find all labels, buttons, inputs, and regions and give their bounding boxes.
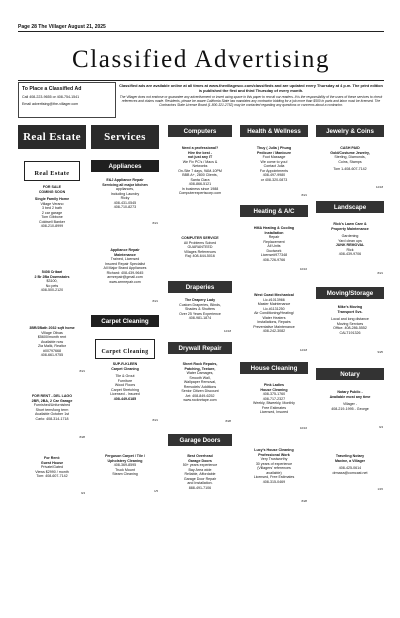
ad-line: Maintenance bbox=[114, 252, 136, 257]
ad-line: Licensed, Insured bbox=[259, 410, 289, 414]
ad-line: Foot Massage bbox=[262, 155, 286, 159]
ad-line: FOR SALE bbox=[42, 185, 62, 189]
ad-line: All Units bbox=[267, 244, 281, 248]
section-real-estate: Real Estate bbox=[18, 125, 86, 149]
ad-line: 408-449-6185 bbox=[113, 396, 137, 401]
ad-line: Ferguson Carpet / Tile / bbox=[105, 454, 145, 458]
ad-re4: FOR RENT - DEL LAGO 2BR, 2BA, 2 Car Garage Furnished/Unfurnished Short term/long term Available October 1st Carlo: 408-314-1718 8/28 bbox=[18, 394, 86, 440]
ad-line: Rick bbox=[346, 247, 354, 252]
ad-line: $3100, bbox=[46, 279, 58, 283]
ad-line: Carpet Stretching bbox=[111, 387, 139, 392]
ad-line: For Rent: bbox=[44, 456, 60, 460]
cc-label: Carpet Cleaning bbox=[101, 349, 149, 355]
section-garage-doors: Garage Doors bbox=[168, 434, 232, 446]
ad-line: 2 car garage bbox=[41, 210, 63, 215]
ad-line: We come to you! bbox=[260, 159, 288, 164]
ad-line: COMPUTER SERVICE bbox=[181, 236, 219, 240]
ad-co1 bbox=[168, 146, 232, 224]
ad-line: Santa Clara bbox=[190, 177, 210, 182]
ad-line: Villages References bbox=[184, 249, 216, 254]
ad-line: Over 25 Years Experience bbox=[179, 311, 221, 316]
ad-line: Truck Mount bbox=[115, 467, 135, 472]
intro-online-note: Classified ads are available online at all times at www.thevillagescc.com/classifieds and are updated every Thursday at 4 p.m. The print edition is published the first and third Thursday of every month. bbox=[119, 83, 383, 93]
ad-line: www.armrepair.com bbox=[109, 279, 141, 284]
header-rule bbox=[18, 31, 384, 32]
intro-disclaimer: The Villager does not endorse or guarantee any advertisement or insert using space in this paper to recruit our readers. It is the responsibility of the users of these services to check references and claims made. Residents, please be aware California State law mandates any contractor bidding for a job more than $500 in parts and labor must be licensed. The Contractors State License Board (1-800-321-2752) may be contacted regarding any questions or concerns about a contractor. bbox=[119, 94, 383, 107]
ad-ha1: HMA Heating & Cooling Installation Repair Replacement All Units Ductwork License#977348 408-726-9766 10/16 bbox=[240, 226, 308, 272]
ad-line: Ductwork bbox=[266, 248, 282, 253]
ad-line: Tile & Grout bbox=[115, 374, 135, 378]
ad-mv1: Mike's Moving Transport Svs. Local and long distance Moving Services Office. 408-286-5552 CALT191326 9/25 bbox=[316, 305, 384, 355]
ad-line: 3BR/2Bath 2032 sqft home bbox=[29, 326, 75, 330]
ad-line: Available most any time bbox=[329, 394, 371, 399]
section-carpet-cleaning: Carpet Cleaning bbox=[91, 315, 159, 327]
ad-line: Yard clean ups bbox=[338, 238, 362, 243]
ad-line: Moving Services bbox=[336, 321, 364, 326]
section-appliances: Appliances bbox=[91, 160, 159, 172]
ad-ha2: West Coast Mechanical Lic.#1013966 Master Maintenance Lic.#1131250 Air Conditioning/Heating/ Water Heaters Installations, Repairs Preventative Maintenance 408-242-3082 12/18 bbox=[240, 293, 308, 353]
ad-line: Tom 1-408-607-7142 bbox=[333, 167, 367, 171]
ad-line: 3 bed 2 bath bbox=[42, 206, 62, 210]
ad-line: Private/Gated bbox=[41, 465, 63, 469]
ad-line: 408-369-8595 bbox=[113, 463, 137, 467]
ad-line: 408-242-3082 bbox=[262, 329, 286, 333]
section-services: Services bbox=[91, 125, 159, 149]
ad-line: 5408 Cribari bbox=[41, 270, 63, 274]
ad-hc2: Lucy's House Cleaning Professional Work Very Trustworthy 30 years of experience (Villagers' references available) Licensed, Free Estimates 408-315-0469 8/28 bbox=[240, 448, 308, 504]
ad-line: 408-981-1874 bbox=[188, 316, 212, 320]
ad-re5: For Rent: Guest House Private/Gated Views $2990 / month Tom: 408-607-7142 9/4 bbox=[18, 456, 86, 496]
ad-line: Sheet Rock Repairs, bbox=[182, 362, 218, 366]
cc-label-box bbox=[95, 339, 155, 359]
ad-line: In business since 1988 bbox=[181, 186, 219, 191]
ad-line: West Coast Mechanical bbox=[254, 293, 294, 297]
ad-line: Free Estimates bbox=[261, 405, 287, 410]
ad-line: Patching, Texture, bbox=[184, 366, 216, 371]
ad-line: 408-717-2327 bbox=[262, 396, 286, 401]
ad-line: Sterling, Diamonds, bbox=[334, 155, 366, 159]
ad-line: 408-210-8999 bbox=[40, 224, 64, 228]
ad-gd1 bbox=[168, 454, 232, 506]
section-draperies: Draperies bbox=[168, 281, 232, 293]
ad-line: Local and long distance bbox=[331, 317, 369, 321]
section-heating-ac: Heating & A/C bbox=[240, 205, 308, 217]
ad-line: #00797668 bbox=[43, 348, 61, 353]
ad-line: not just any IT bbox=[187, 155, 213, 159]
ad-line: Transport Svs. bbox=[337, 309, 363, 314]
ad-line: Reliable, Affordable bbox=[184, 472, 216, 476]
place-ad-phone: Call 408-223-9655 or 408-754-1541 bbox=[22, 95, 80, 99]
ad-line: Remodels' Additions bbox=[183, 384, 217, 389]
ad-line: Smooth Wall, bbox=[189, 375, 211, 380]
ad-line: E&J Appliance Repair bbox=[106, 178, 144, 182]
section-computers: Computers bbox=[168, 125, 232, 137]
ad-line: Air Conditioning/Heating/ bbox=[254, 311, 294, 315]
ad-line: All Major Brand Appliances bbox=[103, 266, 147, 270]
ad-line: Available now bbox=[40, 339, 64, 344]
ad-line: Garage Doors bbox=[188, 458, 212, 463]
ad-ap1: E&J Appliance Repair Servicing all major kitchen appliances, Including Laundry Ricky 408-431-0545 408-710-8273 8/21 bbox=[91, 178, 159, 226]
ad-line: Including Laundry bbox=[110, 191, 140, 196]
ad-line: 408-726-9766 bbox=[262, 257, 286, 262]
ad-line: GUARANTEED bbox=[187, 245, 213, 249]
ad-line: drmaxa@comcast.net bbox=[332, 470, 368, 475]
page-title: Classified Advertising bbox=[71, 46, 331, 73]
ad-line: Servicing all major kitchen bbox=[102, 182, 148, 187]
ad-line: Tom Gibbone bbox=[41, 215, 63, 219]
ad-line: 408-315-0469 bbox=[262, 479, 286, 484]
place-ad-heading: To Place a Classified Ad bbox=[22, 86, 82, 92]
ad-nt2: Traveling Notary Maxine, a Villager 408-425-0614 drmaxa@comcast.net 1/15 bbox=[316, 454, 384, 492]
ad-line: $5600/month rent bbox=[37, 335, 67, 339]
ad-line: Insured Repair Specialist bbox=[105, 261, 145, 266]
ad-line: We Fix PC's / Macs & bbox=[182, 159, 218, 164]
ad-line: Installations, Repairs bbox=[257, 320, 291, 324]
ad-line: 408-661-9755 bbox=[40, 353, 64, 357]
ad-line: Need a professional? bbox=[181, 146, 219, 150]
section-landscape: Landscape bbox=[316, 201, 384, 213]
ad-line: FOR RENT - DEL LAGO bbox=[31, 394, 73, 398]
ad-line: Pedicure / Manicure bbox=[257, 150, 291, 155]
ad-line: BBB A+, 2800 Clients, bbox=[182, 173, 218, 177]
ad-line: (Villagers' references bbox=[257, 466, 291, 470]
ad-re1 bbox=[18, 154, 86, 256]
ad-line: Ricky bbox=[120, 196, 130, 200]
ad-line: House Cleaning bbox=[260, 387, 288, 392]
ad-line: For Appointments bbox=[259, 168, 289, 173]
ad-line: Computerexpertscorp.com bbox=[178, 191, 222, 195]
ad-line: Tom: 408-607-7142 bbox=[36, 474, 68, 478]
ad-line: 2BR, 2BA, 2 Car Garage bbox=[31, 398, 73, 403]
ad-line: CALT191326 bbox=[339, 330, 361, 335]
page-header-line: Page 28 The Villager August 21, 2025 bbox=[18, 24, 106, 30]
ad-line: Villager - bbox=[342, 402, 358, 406]
ad-line: All Problems Solved bbox=[183, 240, 217, 245]
ad-line: Zia Malik, Realtor bbox=[38, 344, 66, 348]
ad-line: Hire the best - bbox=[188, 150, 212, 155]
ad-line: Traveling Notary bbox=[335, 454, 365, 458]
ad-line: Licensed, Free Estimates bbox=[253, 475, 295, 479]
place-ad-email[interactable]: Email advertising@the-villager.com bbox=[22, 101, 79, 106]
ad-line: Office. 408-286-5552 bbox=[333, 326, 367, 330]
ad-line: Networks bbox=[192, 164, 208, 168]
ad-re2 bbox=[18, 270, 86, 320]
ad-line: Maxine, a Villager bbox=[334, 458, 366, 463]
section-house-cleaning: House Cleaning bbox=[240, 362, 308, 374]
ad-line: Contact Julia bbox=[263, 164, 285, 168]
ad-line: Steam Cleaning bbox=[112, 472, 138, 476]
ad-line: Appliance Repair bbox=[110, 248, 140, 252]
ad-line: 408-497-9980 bbox=[262, 173, 286, 177]
ad-line: Lucy's House Cleaning bbox=[254, 448, 294, 452]
ad-line: Garage Door Repair bbox=[183, 476, 217, 481]
re-label: Real Estate bbox=[34, 170, 70, 177]
section-jewelry-coins: Jewelry & Coins bbox=[316, 125, 384, 137]
ad-line: Property Maintenance bbox=[331, 226, 369, 231]
ad-line: The Drapery Lady bbox=[184, 298, 216, 302]
ad-line: 408-710-8273 bbox=[113, 205, 137, 209]
ad-line: Bay Area wide bbox=[188, 467, 212, 472]
ad-line: Replacement bbox=[263, 239, 285, 244]
ad-line: 408-500-2120 bbox=[40, 288, 64, 292]
ad-line: Wallpaper Removal, bbox=[183, 380, 217, 384]
ad-line: No pets bbox=[45, 283, 59, 288]
ad-line: Gardening bbox=[341, 234, 359, 238]
intro-text bbox=[118, 84, 384, 107]
ad-line: available) bbox=[266, 470, 282, 475]
ad-line: Art: 408-849-6252 bbox=[185, 393, 215, 398]
ad-line: www.rocknrtape.com bbox=[183, 398, 217, 402]
ad-line: 408-219-1995 - George bbox=[331, 406, 369, 411]
ad-line: Wood Floors bbox=[114, 383, 136, 387]
ad-line: On-Site 7 days, 9AM-10PM bbox=[178, 168, 222, 173]
ad-line: 2 Br 2Ba Downstairs bbox=[34, 274, 70, 279]
ad-line: Guest House bbox=[40, 460, 64, 465]
ad-line: JUNK REMOVAL bbox=[335, 243, 365, 247]
ad-line: Short term/long term bbox=[35, 407, 69, 412]
section-health-wellness: Health & Wellness bbox=[240, 125, 308, 137]
ad-cc2: Ferguson Carpet / Tile / Upholstery Cleaning 408-369-8595 Truck Mount Steam Cleaning 1/5 bbox=[91, 454, 159, 494]
ad-line: Custom Draperies, Blinds, bbox=[179, 302, 221, 307]
ad-cc1: Carpet Cleaning SUP-R-KLEEN Carpet Cleaning Tile & Grout Furniture Wood Floors Carpet Stretching Licensed - Insured 408-449-6185 8/21 bbox=[91, 333, 159, 423]
section-moving-storage: Moving/Storage bbox=[316, 287, 384, 299]
ad-line: Thuy ( Julia ) Phung bbox=[256, 146, 292, 150]
ad-line: Repair bbox=[268, 235, 280, 239]
ad-line: Richard: 408-439-9645 bbox=[106, 270, 144, 275]
ad-line: Best Overhead bbox=[187, 454, 213, 458]
ad-line: Single Family Home bbox=[34, 197, 70, 201]
section-notary: Notary bbox=[316, 368, 384, 380]
ad-line: Views $2990 / month bbox=[35, 469, 69, 474]
ad-line: 408-425-0614 bbox=[338, 466, 362, 470]
ad-ap2: Appliance Repair Maintenance Trained, Licensed Insured Repair Specialist All Major Brand Appliances Richard: 408-439-9645 armrepair@gmail.com www.armrepair.com 8/21 bbox=[91, 248, 159, 304]
ad-line: HMA Heating & Cooling bbox=[253, 226, 295, 230]
ad-hc1: Pink Ladies House Cleaning 408-375-1760 408-717-2327 Weekly, Biweekly, Monthly Free Estimates Licensed, Insured 10/16 bbox=[240, 383, 308, 431]
ad-re3: 3BR/2Bath 2032 sqft home Village Olivas $5600/month rent Available now Zia Malik, Realtor #00797668 408-661-9755 8/21 bbox=[18, 326, 86, 374]
ad-nt1: Notary Public - Available most any time Villager - 408-219-1995 - George 9/4 bbox=[316, 390, 384, 430]
ad-co2 bbox=[168, 236, 232, 270]
ad-line: Installation bbox=[264, 230, 284, 235]
ad-line: or 408-320-0873 bbox=[260, 177, 288, 182]
ad-line: Senior Citizen Discount bbox=[181, 389, 219, 393]
title-rule bbox=[18, 80, 384, 81]
ad-line: Notary Public - bbox=[337, 390, 363, 394]
ad-line: 408-375-1760 bbox=[262, 392, 286, 396]
ad-line: Coldwell Banker bbox=[39, 219, 65, 224]
ad-line: Carlo: 408-314-1718 bbox=[35, 416, 69, 421]
ad-line: 888-491-7106 bbox=[188, 485, 212, 490]
ad-line: Mike's Moving bbox=[337, 305, 363, 309]
ad-dr1: The Drapery Lady Custom Draperies, Blinds, Shades & Shutters Over 25 Years Experience 408-981-1874 12/18 bbox=[168, 298, 232, 334]
ad-line: Upholstery Cleaning bbox=[107, 458, 143, 463]
ad-line: Rick's Lawn Care & bbox=[333, 222, 367, 226]
ad-line: Village Verano bbox=[40, 201, 64, 206]
ad-line: 408-866-5121 bbox=[188, 182, 212, 186]
ad-line: Lic.#1131250 bbox=[263, 306, 285, 311]
ad-line: Master Maintenance bbox=[257, 302, 291, 306]
ad-line: Weekly, Biweekly, Monthly bbox=[253, 401, 295, 405]
ad-line: Pink Ladies bbox=[264, 383, 284, 387]
ad-ls1: Rick's Lawn Care & Property Maintenance Gardening Yard clean ups JUNK REMOVAL Rick 408-439-9706 8/21 bbox=[316, 222, 384, 276]
ad-dw1: Sheet Rock Repairs, Patching, Texture, Water Damages, Smooth Wall, Wallpaper Removal, Remodels' Additions Senior Citizen Discount Art: 408-849-6252 www.rocknrtape.com 8/28 bbox=[168, 362, 232, 424]
place-ad-box bbox=[18, 82, 116, 118]
ad-line: 30 years of experience bbox=[255, 461, 293, 466]
ad-line: License#977348 bbox=[260, 253, 288, 257]
ad-line: 408-439-9706 bbox=[338, 252, 362, 256]
ad-line: Available October 1st bbox=[34, 412, 70, 416]
ad-line: Village Olivas bbox=[41, 330, 63, 335]
ad-line: Coins, Stamps bbox=[338, 159, 362, 164]
ad-line: armrepair@gmail.com bbox=[107, 275, 143, 279]
ad-line: 50+ years experience bbox=[182, 463, 218, 467]
ad-line: Water Damages, bbox=[186, 371, 214, 375]
ad-line: Water Heaters bbox=[262, 315, 286, 320]
ad-line: Licensed - Insured bbox=[110, 392, 140, 396]
ad-line: Trained, Licensed bbox=[110, 257, 140, 261]
re-label-box bbox=[24, 161, 80, 181]
ad-line: Gold/Costume Jewelry, bbox=[330, 150, 370, 155]
ad-line: Furniture bbox=[117, 378, 133, 383]
ad-line: Professional Work bbox=[258, 452, 290, 457]
ad-line: CASH PAID bbox=[340, 146, 360, 150]
section-drywall-repair: Drywall Repair bbox=[168, 342, 232, 354]
ad-line: 408-431-0545 bbox=[113, 200, 137, 205]
ad-line: COMING SOON bbox=[38, 189, 66, 194]
ad-line: Lic.#1013966 bbox=[263, 297, 285, 302]
ad-jw1: CASH PAID Gold/Costume Jewelry, Sterling, Diamonds, Coins, Stamps Tom 1-408-607-7142 12/18 bbox=[316, 146, 384, 190]
ad-line: Very Trustworthy bbox=[260, 457, 288, 461]
ad-line: Raj: 408-644-5016 bbox=[185, 254, 215, 258]
ad-line: Carpet Cleaning bbox=[111, 366, 139, 371]
ad-line: Shades & Shutters bbox=[185, 307, 215, 311]
ad-line: appliances, bbox=[115, 187, 135, 191]
ad-line: Preventative Maintenance bbox=[253, 324, 295, 329]
ad-hw1: Thuy ( Julia ) Phung Pedicure / Manicure Foot Massage We come to you! Contact Julia For Appointments 408-497-9980 or 408-320-0873 8/21 bbox=[240, 146, 308, 198]
ad-line: SUP-R-KLEEN bbox=[112, 362, 138, 366]
ad-line: and Installation. bbox=[187, 481, 213, 485]
ad-line: Furnished/Unfurnished bbox=[33, 403, 71, 407]
